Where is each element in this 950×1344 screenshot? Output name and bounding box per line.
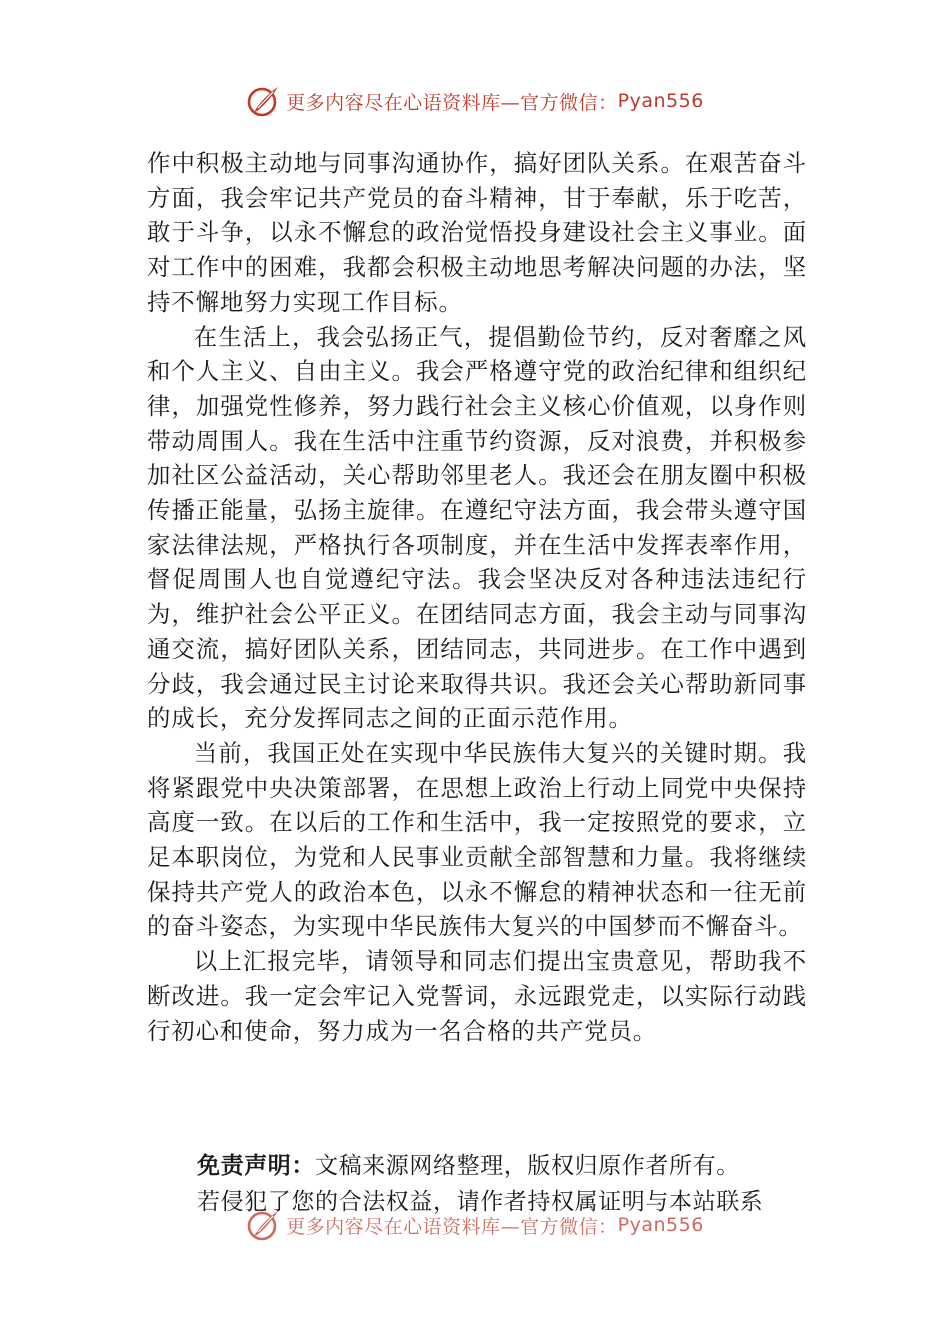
- watermark-text: 更多内容尽在心语资料库—官方微信：: [286, 91, 618, 114]
- watermark-wechat-id: Pyan556: [617, 90, 704, 112]
- paragraph-current-period: 当前，我国正处在实现中华民族伟大复兴的关键时期。我将紧跟党中央决策部署，在思想上政治上行动上同党中央保持高度一致。在以后的工作和生活中，我一定按照党的要求，立足本职岗位，为党和人民事业贡献全部智慧和力量。我将继续保持共产党人的政治本色，以永不懈怠的精神状态和一往无前的奋斗姿态，为实现中华民族伟大复兴的中国梦而不懈奋斗。: [147, 738, 807, 941]
- paragraph-continued: 作中积极主动地与同事沟通协作，搞好团队关系。在艰苦奋斗方面，我会牢记共产党员的奋斗精神，甘于奉献，乐于吃苦，敢于斗争，以永不懈怠的政治觉悟投身建设社会主义事业。面对工作中的困难，我都会积极主动地思考解决问题的办法，坚持不懈地努力实现工作目标。: [147, 149, 807, 316]
- footer-watermark: [0, 1208, 950, 1242]
- header-watermark: [0, 84, 950, 118]
- disclaimer-label: 免责声明：: [197, 1153, 315, 1179]
- paragraph-life: 在生活上，我会弘扬正气，提倡勤俭节约，反对奢靡之风和个人主义、自由主义。我会严格遵守党的政治纪律和组织纪律，加强党性修养，努力践行社会主义核心价值观，以身作则带动周围人。我在生活中注重节约资源，反对浪费，并积极参加社区公益活动，关心帮助邻里老人。我还会在朋友圈中积极传播正能量，弘扬主旋律。在遵纪守法方面，我会带头遵守国家法律法规，严格执行各项制度，并在生活中发挥表率作用，督促周围人也自觉遵纪守法。我会坚决反对各种违法违纪行为，维护社会公平正义。在团结同志方面，我会主动与同事沟通交流，搞好团队关系，团结同志，共同进步。在工作中遇到分歧，我会通过民主讨论来取得共识。我还会关心帮助新同事的成长，充分发挥同志之间的正面示范作用。: [147, 322, 807, 733]
- watermark-wechat-id: Pyan556: [617, 1214, 704, 1236]
- feather-logo-icon: [246, 1208, 280, 1242]
- paragraph-closing: 以上汇报完毕，请领导和同志们提出宝贵意见，帮助我不断改进。我一定会牢记入党誓词，永远跟党走，以实际行动践行初心和使命，努力成为一名合格的共产党员。: [147, 947, 807, 1045]
- watermark-text: 更多内容尽在心语资料库—官方微信：: [286, 1215, 618, 1238]
- disclaimer-text-1: 文稿来源网络整理，版权归原作者所有。: [315, 1153, 740, 1179]
- disclaimer-line-2: 若侵犯了您的合法权益，请作者持权属证明与本站联系: [197, 1189, 764, 1215]
- document-body: [147, 146, 807, 1048]
- disclaimer-line-1: [197, 1148, 809, 1184]
- feather-logo-icon: [246, 84, 280, 118]
